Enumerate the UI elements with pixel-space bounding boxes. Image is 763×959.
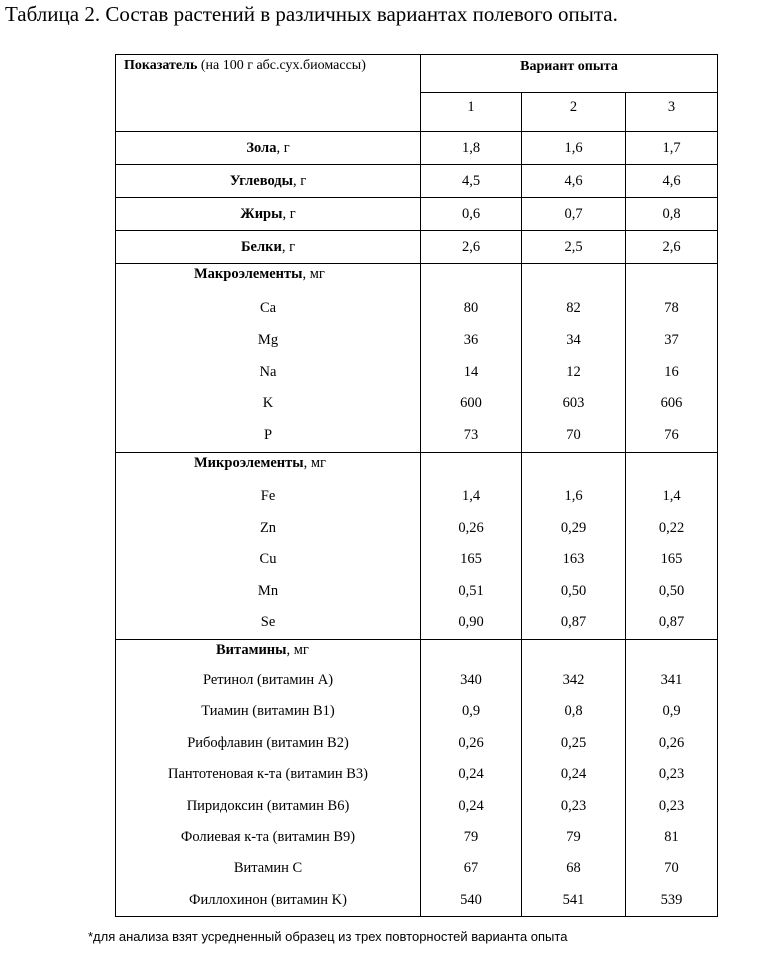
value-cell: 67 [421, 854, 522, 885]
value-cell: 0,8 [522, 697, 626, 728]
table-row [115, 545, 718, 577]
value-cell: 0,24 [421, 792, 522, 823]
row-label: Zn [115, 514, 421, 546]
table-row [115, 198, 718, 231]
group-title [115, 640, 421, 666]
value-cell: 165 [421, 545, 522, 577]
value-cell: 1,6 [522, 482, 626, 514]
variant-header: Вариант опыта [421, 54, 718, 93]
group-title-name: Микроэлементы [194, 454, 304, 471]
row-label: Cu [115, 545, 421, 577]
table-row [115, 421, 718, 453]
empty-cell [421, 640, 522, 666]
value-cell: 600 [421, 389, 522, 421]
row-label: Витамин C [115, 854, 421, 885]
value-cell: 1,8 [421, 132, 522, 165]
value-cell: 2,6 [421, 231, 522, 264]
row-label: Fe [115, 482, 421, 514]
empty-cell [522, 453, 626, 482]
value-cell: 0,90 [421, 608, 522, 640]
row-label: K [115, 389, 421, 421]
table-row [115, 608, 718, 640]
group-title-unit: , мг [302, 266, 325, 282]
row-label: Фолиевая к-та (витамин B9) [115, 823, 421, 854]
variant-number: 3 [626, 93, 718, 132]
group-title-name: Макроэлементы [194, 266, 303, 282]
row-label: Тиамин (витамин B1) [115, 697, 421, 728]
row-label: Пантотеновая к-та (витамин B3) [115, 760, 421, 791]
group-title [115, 264, 421, 294]
group-title-row [115, 264, 718, 294]
value-cell: 70 [626, 854, 718, 885]
value-cell: 0,26 [626, 729, 718, 760]
indicator-header-bold: Показатель [124, 58, 198, 73]
composition-table [115, 54, 718, 917]
value-cell: 541 [522, 886, 626, 917]
value-cell: 165 [626, 545, 718, 577]
row-label-unit: , г [292, 173, 307, 189]
value-cell: 78 [626, 294, 718, 326]
table-row [115, 854, 718, 885]
value-cell: 0,8 [626, 198, 718, 231]
table-row [115, 132, 718, 165]
value-cell: 79 [522, 823, 626, 854]
value-cell: 80 [421, 294, 522, 326]
table-row [115, 760, 718, 791]
simple-rows [115, 132, 718, 264]
value-cell: 0,6 [421, 198, 522, 231]
value-cell: 0,51 [421, 577, 522, 609]
value-cell: 0,87 [626, 608, 718, 640]
value-cell: 341 [626, 666, 718, 697]
indicator-header [115, 54, 421, 132]
value-cell: 606 [626, 389, 718, 421]
value-cell: 0,9 [626, 697, 718, 728]
empty-cell [626, 264, 718, 294]
row-label: Mn [115, 577, 421, 609]
footnote: *для анализа взят усредненный образец из трех повторностей варианта опыта [88, 929, 568, 944]
group-section [115, 640, 718, 917]
variant-number: 1 [421, 93, 522, 132]
group-sections [115, 264, 718, 917]
value-cell: 81 [626, 823, 718, 854]
table-row [115, 294, 718, 326]
row-label [115, 198, 421, 231]
value-cell: 14 [421, 358, 522, 390]
value-cell: 0,29 [522, 514, 626, 546]
row-label-unit: , г [282, 206, 296, 222]
value-cell: 340 [421, 666, 522, 697]
value-cell: 0,50 [626, 577, 718, 609]
row-label: Ретинол (витамин A) [115, 666, 421, 697]
table-row [115, 666, 718, 697]
row-label-name: Зола [246, 140, 277, 156]
value-cell: 0,7 [522, 198, 626, 231]
table-caption: Таблица 2. Состав растений в различных вариантах полевого опыта. [5, 2, 618, 26]
row-label-unit: , г [281, 239, 296, 255]
table-row [115, 358, 718, 390]
value-cell: 4,6 [626, 165, 718, 198]
row-label: Mg [115, 326, 421, 358]
table-row [115, 389, 718, 421]
row-label: Пиридоксин (витамин B6) [115, 792, 421, 823]
value-cell: 2,5 [522, 231, 626, 264]
table-row [115, 729, 718, 760]
value-cell: 342 [522, 666, 626, 697]
table-row [115, 482, 718, 514]
value-cell: 79 [421, 823, 522, 854]
value-cell: 1,4 [626, 482, 718, 514]
group-title-row [115, 453, 718, 482]
empty-cell [522, 640, 626, 666]
row-label-unit: , г [276, 140, 290, 156]
value-cell: 603 [522, 389, 626, 421]
row-label [115, 132, 421, 165]
group-title [115, 453, 421, 482]
variant-number: 2 [522, 93, 626, 132]
value-cell: 68 [522, 854, 626, 885]
table-row [115, 165, 718, 198]
value-cell: 0,23 [522, 792, 626, 823]
value-cell: 1,6 [522, 132, 626, 165]
row-label: Рибофлавин (витамин B2) [115, 729, 421, 760]
row-label: Se [115, 608, 421, 640]
value-cell: 540 [421, 886, 522, 917]
value-cell: 0,26 [421, 729, 522, 760]
value-cell: 0,24 [421, 760, 522, 791]
row-label-name: Углеводы [229, 173, 293, 189]
value-cell: 0,26 [421, 514, 522, 546]
value-cell: 0,22 [626, 514, 718, 546]
value-cell: 34 [522, 326, 626, 358]
value-cell: 0,23 [626, 760, 718, 791]
empty-cell [421, 453, 522, 482]
empty-cell [522, 264, 626, 294]
value-cell: 163 [522, 545, 626, 577]
value-cell: 36 [421, 326, 522, 358]
value-cell: 1,7 [626, 132, 718, 165]
value-cell: 1,4 [421, 482, 522, 514]
value-cell: 12 [522, 358, 626, 390]
value-cell: 82 [522, 294, 626, 326]
row-label: P [115, 421, 421, 453]
table-row [115, 577, 718, 609]
value-cell: 73 [421, 421, 522, 453]
value-cell: 4,6 [522, 165, 626, 198]
value-cell: 37 [626, 326, 718, 358]
table-row [115, 792, 718, 823]
group-section [115, 264, 718, 453]
row-label [115, 165, 421, 198]
group-title-name: Витамины [216, 641, 287, 658]
row-label: Na [115, 358, 421, 390]
table-row [115, 886, 718, 917]
value-cell: 2,6 [626, 231, 718, 264]
value-cell: 70 [522, 421, 626, 453]
row-label-name: Белки [240, 239, 282, 255]
row-label: Филлохинон (витамин K) [115, 886, 421, 917]
empty-cell [626, 453, 718, 482]
row-label: Ca [115, 294, 421, 326]
value-cell: 0,87 [522, 608, 626, 640]
row-label [115, 231, 421, 264]
table-header-row [115, 54, 718, 132]
group-title-unit: , мг [286, 641, 309, 658]
group-title-row [115, 640, 718, 666]
table-row [115, 231, 718, 264]
value-cell: 0,50 [522, 577, 626, 609]
empty-cell [421, 264, 522, 294]
indicator-header-unit: (на 100 г абс.сух.биомассы) [200, 58, 366, 73]
group-title-unit: , мг [303, 454, 326, 471]
table-row [115, 326, 718, 358]
value-cell: 0,23 [626, 792, 718, 823]
table-row [115, 823, 718, 854]
table-row [115, 514, 718, 546]
value-cell: 4,5 [421, 165, 522, 198]
group-section [115, 453, 718, 640]
empty-cell [626, 640, 718, 666]
row-label-name: Жиры [240, 206, 283, 222]
value-cell: 539 [626, 886, 718, 917]
value-cell: 76 [626, 421, 718, 453]
value-cell: 0,24 [522, 760, 626, 791]
value-cell: 0,9 [421, 697, 522, 728]
value-cell: 16 [626, 358, 718, 390]
value-cell: 0,25 [522, 729, 626, 760]
table-row [115, 697, 718, 728]
